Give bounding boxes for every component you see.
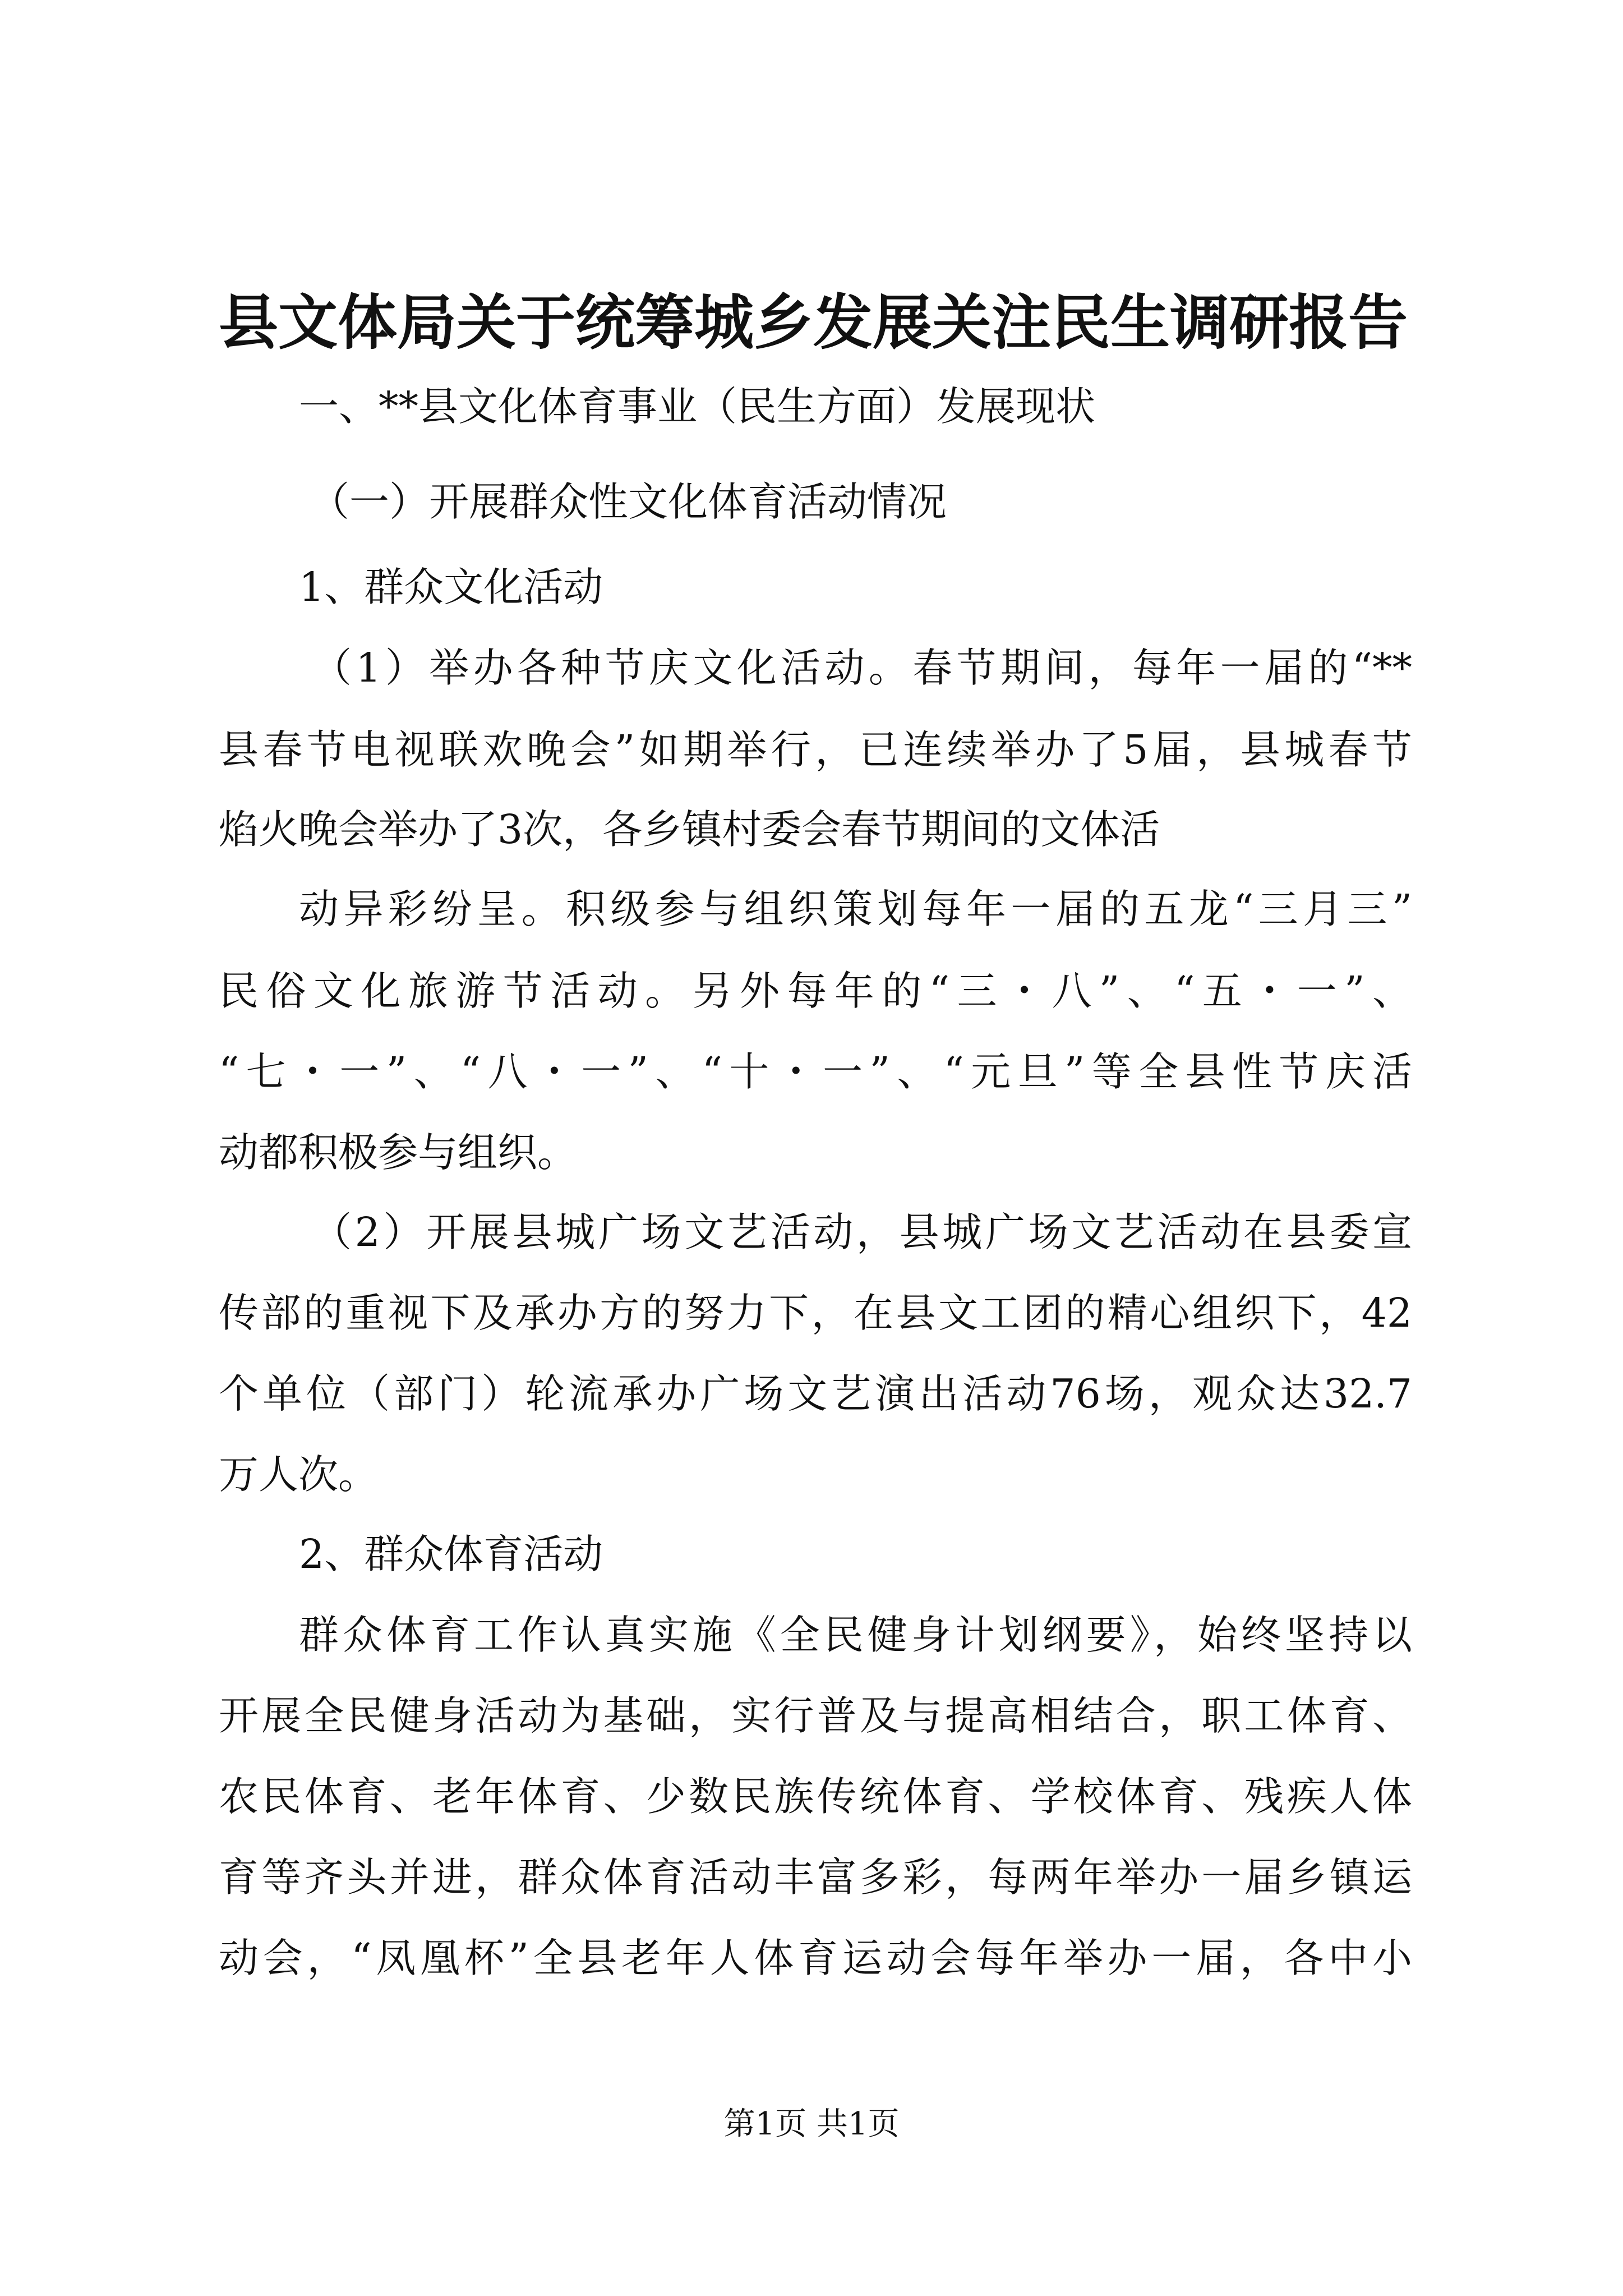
paragraph-line: 动会，“凤凰杯”全县老年人体育运动会每年举办一届，各中小 <box>219 1935 1412 1981</box>
page-footer: 第1页 共1页 <box>723 2106 900 2142</box>
paragraph-line: 万人次。 <box>219 1451 379 1498</box>
paragraph-line: 农民体育、老年体育、少数民族传统体育、学校体育、残疾人体 <box>219 1773 1412 1820</box>
heading-1: 一、**县文化体育事业（民生方面）发展现状 <box>299 383 1096 430</box>
paragraph-line: 育等齐头并进，群众体育活动丰富多彩，每两年举办一届乡镇运 <box>219 1854 1412 1901</box>
paragraph-line: （1）举办各种节庆文化活动。春节期间，每年一届的“** <box>312 645 1412 691</box>
paragraph-line: “七・一”、“八・一”、“十・一”、“元旦”等全县性节庆活 <box>219 1048 1412 1095</box>
paragraph-line: 县春节电视联欢晚会”如期举行，已连续举办了5届，县城春节 <box>219 726 1412 773</box>
paragraph-line: 焰火晚会举办了3次，各乡镇村委会春节期间的文体活 <box>219 806 1160 853</box>
paragraph-line: 传部的重视下及承办方的努力下，在县文工团的精心组织下，42 <box>219 1290 1412 1336</box>
heading-1-1-1: 1、群众文化活动 <box>299 564 603 610</box>
paragraph-line: 民俗文化旅游节活动。另外每年的“三・八”、“五・一”、 <box>219 968 1412 1014</box>
document-title: 县文体局关于统筹城乡发展关注民生调研报告 <box>219 287 1408 357</box>
paragraph-line: 开展全民健身活动为基础，实行普及与提高相结合，职工体育、 <box>219 1692 1412 1739</box>
paragraph-line: 动都积极参与组织。 <box>219 1129 578 1176</box>
paragraph-line: 群众体育工作认真实施《全民健身计划纲要》，始终坚持以 <box>299 1612 1412 1658</box>
paragraph-line: 个单位（部门）轮流承办广场文艺演出活动76场，观众达32.7 <box>219 1370 1412 1417</box>
paragraph-line: 动异彩纷呈。积级参与组织策划每年一届的五龙“三月三” <box>299 886 1412 932</box>
heading-1-1: （一）开展群众性文化体育活动情况 <box>310 478 947 525</box>
paragraph-line: （2）开展县城广场文艺活动，县城广场文艺活动在县委宣 <box>312 1209 1412 1255</box>
heading-1-1-2: 2、群众体育活动 <box>299 1531 603 1577</box>
